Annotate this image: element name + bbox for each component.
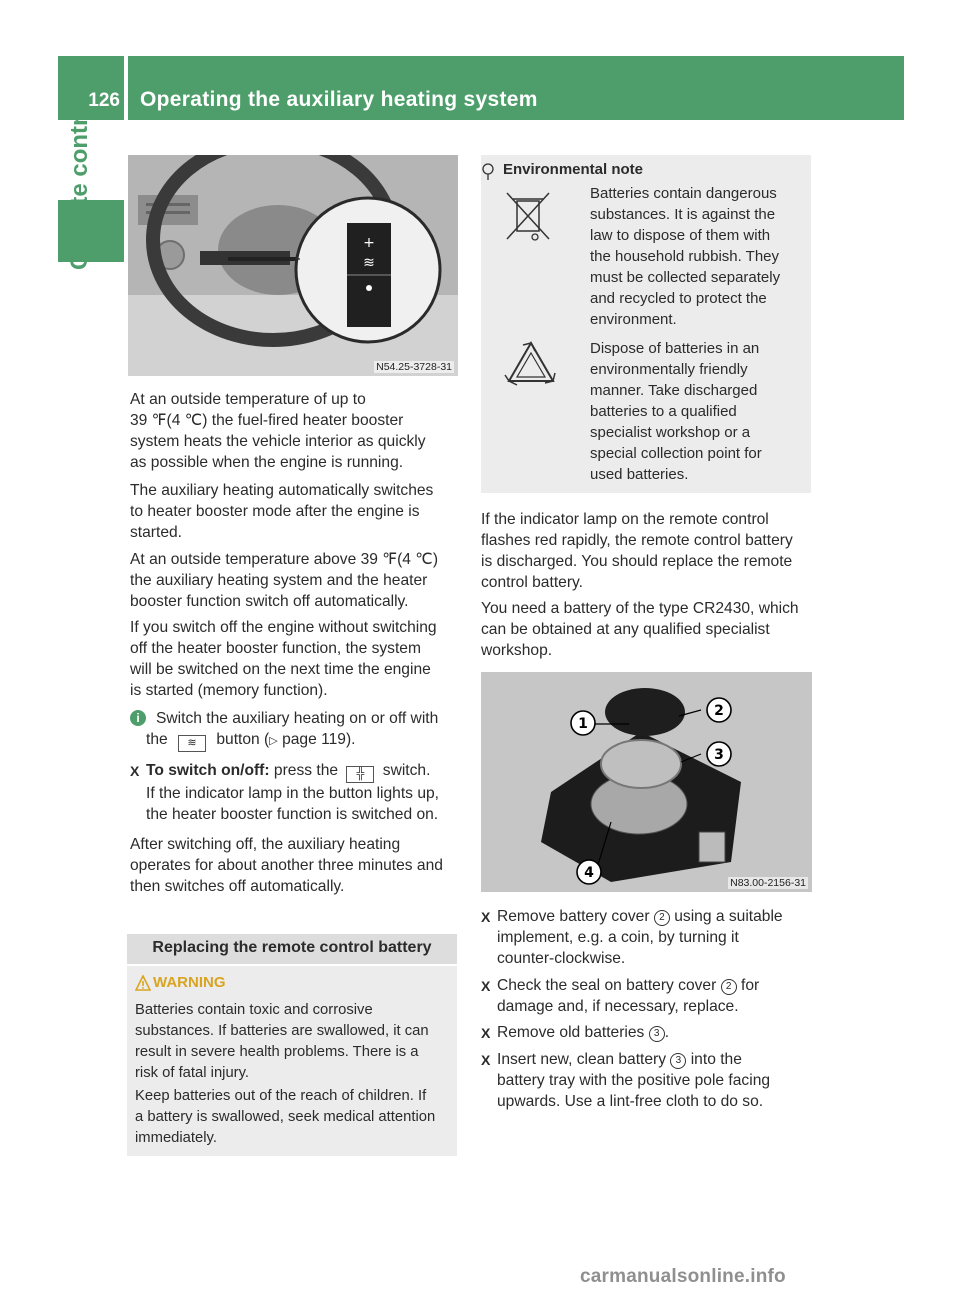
text-line: can be obtained at any qualified specialist — [481, 621, 770, 638]
step-marker-icon: X — [481, 978, 491, 994]
warning-paragraph-2 — [135, 1086, 453, 1149]
text-line: substances. If batteries are swallowed, it can — [135, 1023, 429, 1039]
text-part: Remove old batteries — [497, 1024, 645, 1041]
dashboard-caption: N54.25-3728-31 — [376, 361, 452, 373]
text-line: started. — [130, 524, 183, 541]
step-marker-icon: X — [481, 909, 491, 925]
side-tab-label: Climate control — [66, 95, 93, 270]
text-line: If the indicator lamp on the remote control — [481, 511, 769, 528]
section-title: Replacing the remote control battery — [152, 939, 432, 956]
text-line: immediately. — [135, 1130, 217, 1146]
text-line: environmentally friendly — [590, 361, 748, 378]
warning-icon — [135, 975, 151, 991]
callout-4 — [577, 860, 601, 884]
text-part: using a suitable — [674, 908, 783, 925]
text-line: At an outside temperature of up to — [130, 391, 366, 408]
svg-text:3: 3 — [714, 747, 724, 763]
text-line: 39 ℉(4 ℃) the fuel-fired heater booster — [130, 412, 404, 429]
text-part: the — [146, 731, 168, 748]
step-marker-icon: X — [130, 763, 140, 779]
info-note — [130, 708, 460, 752]
callout-2 — [707, 698, 731, 722]
heater-switch-icon: ╬ — [346, 766, 374, 783]
text-line: manner. Take discharged — [590, 382, 758, 399]
environmental-note — [481, 155, 811, 493]
text-line: and recycled to protect the — [590, 290, 767, 307]
paragraph-4 — [130, 617, 460, 701]
callout-ref: 3 — [670, 1053, 686, 1069]
warning-paragraph-1 — [135, 1000, 453, 1084]
text-line: system heats the vehicle interior as quickly — [130, 433, 426, 450]
battery-illustration — [481, 672, 812, 892]
info-icon: i — [130, 710, 146, 726]
text-part: switch. — [382, 762, 431, 779]
text-line: control battery. — [481, 574, 583, 591]
text-line: must be collected separately — [590, 269, 781, 286]
section-heading — [127, 934, 457, 964]
dashboard-image — [128, 155, 458, 376]
text-line: Keep batteries out of the reach of children. If — [135, 1088, 427, 1104]
paragraph-2 — [130, 480, 460, 543]
environmental-text-2 — [590, 338, 800, 485]
text-line: counter-clockwise. — [497, 950, 626, 967]
text-line: the heater booster function is switched on. — [146, 806, 439, 823]
text-part: Check the seal on battery cover — [497, 977, 717, 994]
recycling-icon — [501, 339, 561, 399]
text-line: battery tray with the positive pole facing — [497, 1072, 771, 1089]
callout-3 — [707, 742, 731, 766]
callout-ref: 3 — [649, 1026, 665, 1042]
text-line: to heater booster mode after the engine is — [130, 503, 420, 520]
text-line: upwards. Use a lint-free cloth to do so. — [497, 1093, 764, 1110]
text-line: will be switched on the next time the engine — [130, 661, 431, 678]
text-line: the household rubbish. They — [590, 248, 780, 265]
text-line — [130, 729, 460, 752]
text-line: At an outside temperature above 39 ℉(4 ℃) — [130, 551, 439, 568]
text-part: Insert new, clean battery — [497, 1051, 667, 1068]
callout-1 — [571, 711, 595, 735]
page-ref-arrow-icon: ▷ — [269, 735, 278, 747]
crossed-bin-icon — [503, 189, 555, 245]
paragraph-6 — [481, 509, 813, 593]
text-line: off the heater booster function, the system — [130, 640, 421, 657]
svg-text:+: + — [363, 235, 375, 251]
text-line: substances. It is against the — [590, 206, 776, 223]
text-line: is discharged. You should replace the remote — [481, 553, 793, 570]
text-line: The auxiliary heating automatically switches — [130, 482, 434, 499]
svg-text:≋: ≋ — [363, 255, 375, 271]
text-line: law to dispose of them with — [590, 227, 771, 244]
callout-ref: 2 — [721, 979, 737, 995]
text-line: as possible when the engine is running. — [130, 454, 404, 471]
text-line: If the indicator lamp in the button lights up, — [146, 785, 439, 802]
text-line: After switching off, the auxiliary heating — [130, 836, 401, 853]
warning-box — [127, 966, 457, 1156]
text-line: damage and, if necessary, replace. — [497, 998, 739, 1015]
text-line: implement, e.g. a coin, by turning it — [497, 929, 739, 946]
text-line: result in severe health problems. There is a — [135, 1044, 419, 1060]
text-line: batteries to a qualified — [590, 403, 737, 420]
text-line: is started (memory function). — [130, 682, 328, 699]
text-line: Batteries contain toxic and corrosive — [135, 1002, 373, 1018]
text-part: button ( — [216, 731, 270, 748]
bulb-icon — [481, 163, 495, 181]
page-number: 126 — [88, 90, 120, 111]
text-part: press the — [273, 762, 339, 779]
text-part: for — [740, 977, 760, 994]
battery-image — [481, 672, 812, 892]
step-switch — [130, 760, 460, 825]
svg-text:2: 2 — [714, 703, 724, 719]
text-line — [481, 975, 813, 996]
footer-site: carmanualsonline.info — [580, 1266, 786, 1287]
text-line: workshop. — [481, 642, 553, 659]
text-line: then switches off automatically. — [130, 878, 345, 895]
text-line — [130, 760, 460, 783]
text-line: booster function switch off automatically. — [130, 593, 409, 610]
text-line: the auxiliary heating system and the heater — [130, 572, 428, 589]
step-1 — [481, 906, 813, 969]
text-line: environment. — [590, 311, 677, 328]
text-line: risk of fatal injury. — [135, 1065, 250, 1081]
text-line: specialist workshop or a — [590, 424, 751, 441]
page-title: Operating the auxiliary heating system — [140, 88, 538, 111]
paragraph-1 — [130, 389, 460, 473]
text-line: You need a battery of the type CR2430, which — [481, 600, 799, 617]
text-line — [481, 1049, 813, 1070]
text-line: special collection point for — [590, 445, 762, 462]
header-bar — [128, 56, 904, 120]
text-line: operates for about another three minutes and — [130, 857, 443, 874]
warning-title: WARNING — [153, 974, 226, 991]
text-line: used batteries. — [590, 466, 689, 483]
text-line — [481, 906, 813, 927]
battery-caption: N83.00-2156-31 — [730, 877, 806, 889]
text-line: Switch the auxiliary heating on or off with — [156, 710, 439, 727]
svg-text:4: 4 — [584, 865, 594, 881]
step-3 — [481, 1022, 813, 1043]
text-line: a battery is swallowed, seek medical attention — [135, 1109, 436, 1125]
heater-button-icon: ≋ — [178, 735, 206, 752]
callout-ref: 2 — [654, 910, 670, 926]
text-line: Batteries contain dangerous — [590, 185, 777, 202]
step-2 — [481, 975, 813, 1017]
text-line: If you switch off the engine without switching — [130, 619, 437, 636]
step-4 — [481, 1049, 813, 1112]
step-marker-icon: X — [481, 1025, 491, 1041]
svg-text:1: 1 — [578, 716, 588, 732]
text-part: Remove battery cover — [497, 908, 650, 925]
environmental-note-title: Environmental note — [503, 161, 644, 178]
step-marker-icon: X — [481, 1052, 491, 1068]
text-part: . — [664, 1024, 670, 1041]
environmental-text-1 — [590, 183, 800, 330]
text-line: flashes red rapidly, the remote control battery — [481, 532, 793, 549]
paragraph-7 — [481, 598, 813, 661]
paragraph-5 — [130, 834, 460, 897]
paragraph-3 — [130, 549, 460, 612]
dashboard-illustration — [128, 155, 458, 376]
text-line: Dispose of batteries in an — [590, 340, 760, 357]
step-label: To switch on/off: — [146, 762, 270, 779]
text-part: into the — [690, 1051, 742, 1068]
text-line — [481, 1022, 813, 1043]
text-part: page 119). — [282, 731, 356, 748]
